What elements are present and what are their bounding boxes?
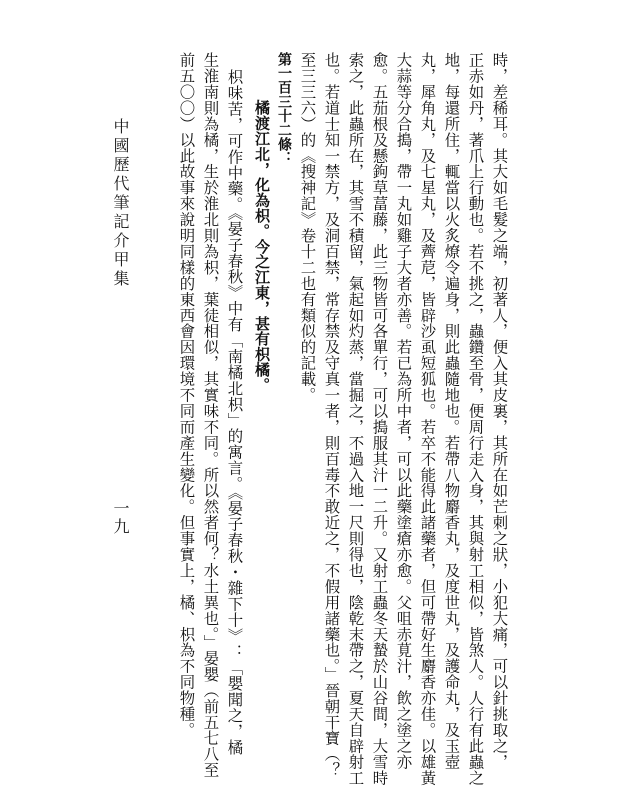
body-line-5: 大蒜等分合搗，帶一丸如雞子大者亦善。若已為所中者，可以此藥塗瘡亦愈。父咀赤莧汁，飲之塗之亦 bbox=[394, 52, 413, 770]
commentary-line-1: 枳味苦，可作中藥。《晏子春秋》中有「南橘北枳」的寓言。《晏子春秋・雜下十》：「嬰聞之，橘 bbox=[225, 69, 244, 756]
body-line-1: 時，差稀耳。其大如毛髮之端，初著人，便入其皮裏，其所在如芒刺之狀，小犯大痛，可以針挑取之， bbox=[490, 52, 509, 770]
section-title: 第一百三十二條： bbox=[276, 52, 292, 166]
body-line-4: 丸，犀角丸，及七星丸，及薺苨，皆辟沙虱短狐也。若卒不能得此諸藥者，但可帶好生麝香亦佳。以雄黃 bbox=[418, 52, 437, 786]
body-line-8: 也。若道士知一禁方，及洞百禁，常存禁及守真一者，則百毒不敢近之，不假用諸藥也。」晉朝干寶（？ bbox=[322, 52, 341, 778]
page-number: 一九 bbox=[111, 500, 130, 536]
running-title: 中國歷代筆記介甲集 bbox=[111, 118, 130, 289]
body-line-7: 索之，此蟲所在，其雪不積留，氣起如灼蒸，當掘之，不過入地一尺則得也，陰乾末帶之，夏天自辟射工 bbox=[346, 52, 365, 786]
body-line-2: 正赤如丹，著爪上行動也。若不挑之，蟲鑽至骨，便周行走入身，其與射工相似，皆煞人。人行有此蟲之 bbox=[466, 52, 485, 786]
commentary-line-3: 前五〇〇）以此故事來說明同樣的東西會因環境不同而產生變化。但事實上，橘、枳為不同物種。 bbox=[177, 52, 196, 738]
body-line-6: 愈。五茄根及懸鉤草葍藤，此三物皆可各單行，可以搗服其汁一二升。又射工蟲冬天蟄於山谷間，大雪時 bbox=[370, 52, 389, 786]
body-line-3: 地，每還所住，輒當以火炙燎令遍身，則此蟲隨地也。若帶八物麝香丸，及度世丸，及護命丸，及玉壺 bbox=[442, 52, 461, 770]
section-quote: 橘渡江北，化為枳。今之江東，甚有枳橘。 bbox=[253, 100, 271, 393]
body-line-9: 至三三六）的《搜神記》卷十二也有類似的記載。 bbox=[298, 52, 317, 403]
commentary-line-2: 生淮南則為橘，生於淮北則為枳，葉徒相似，其實味不同。所以然者何？水土異也。」晏嬰（前五七八至 bbox=[201, 52, 220, 778]
